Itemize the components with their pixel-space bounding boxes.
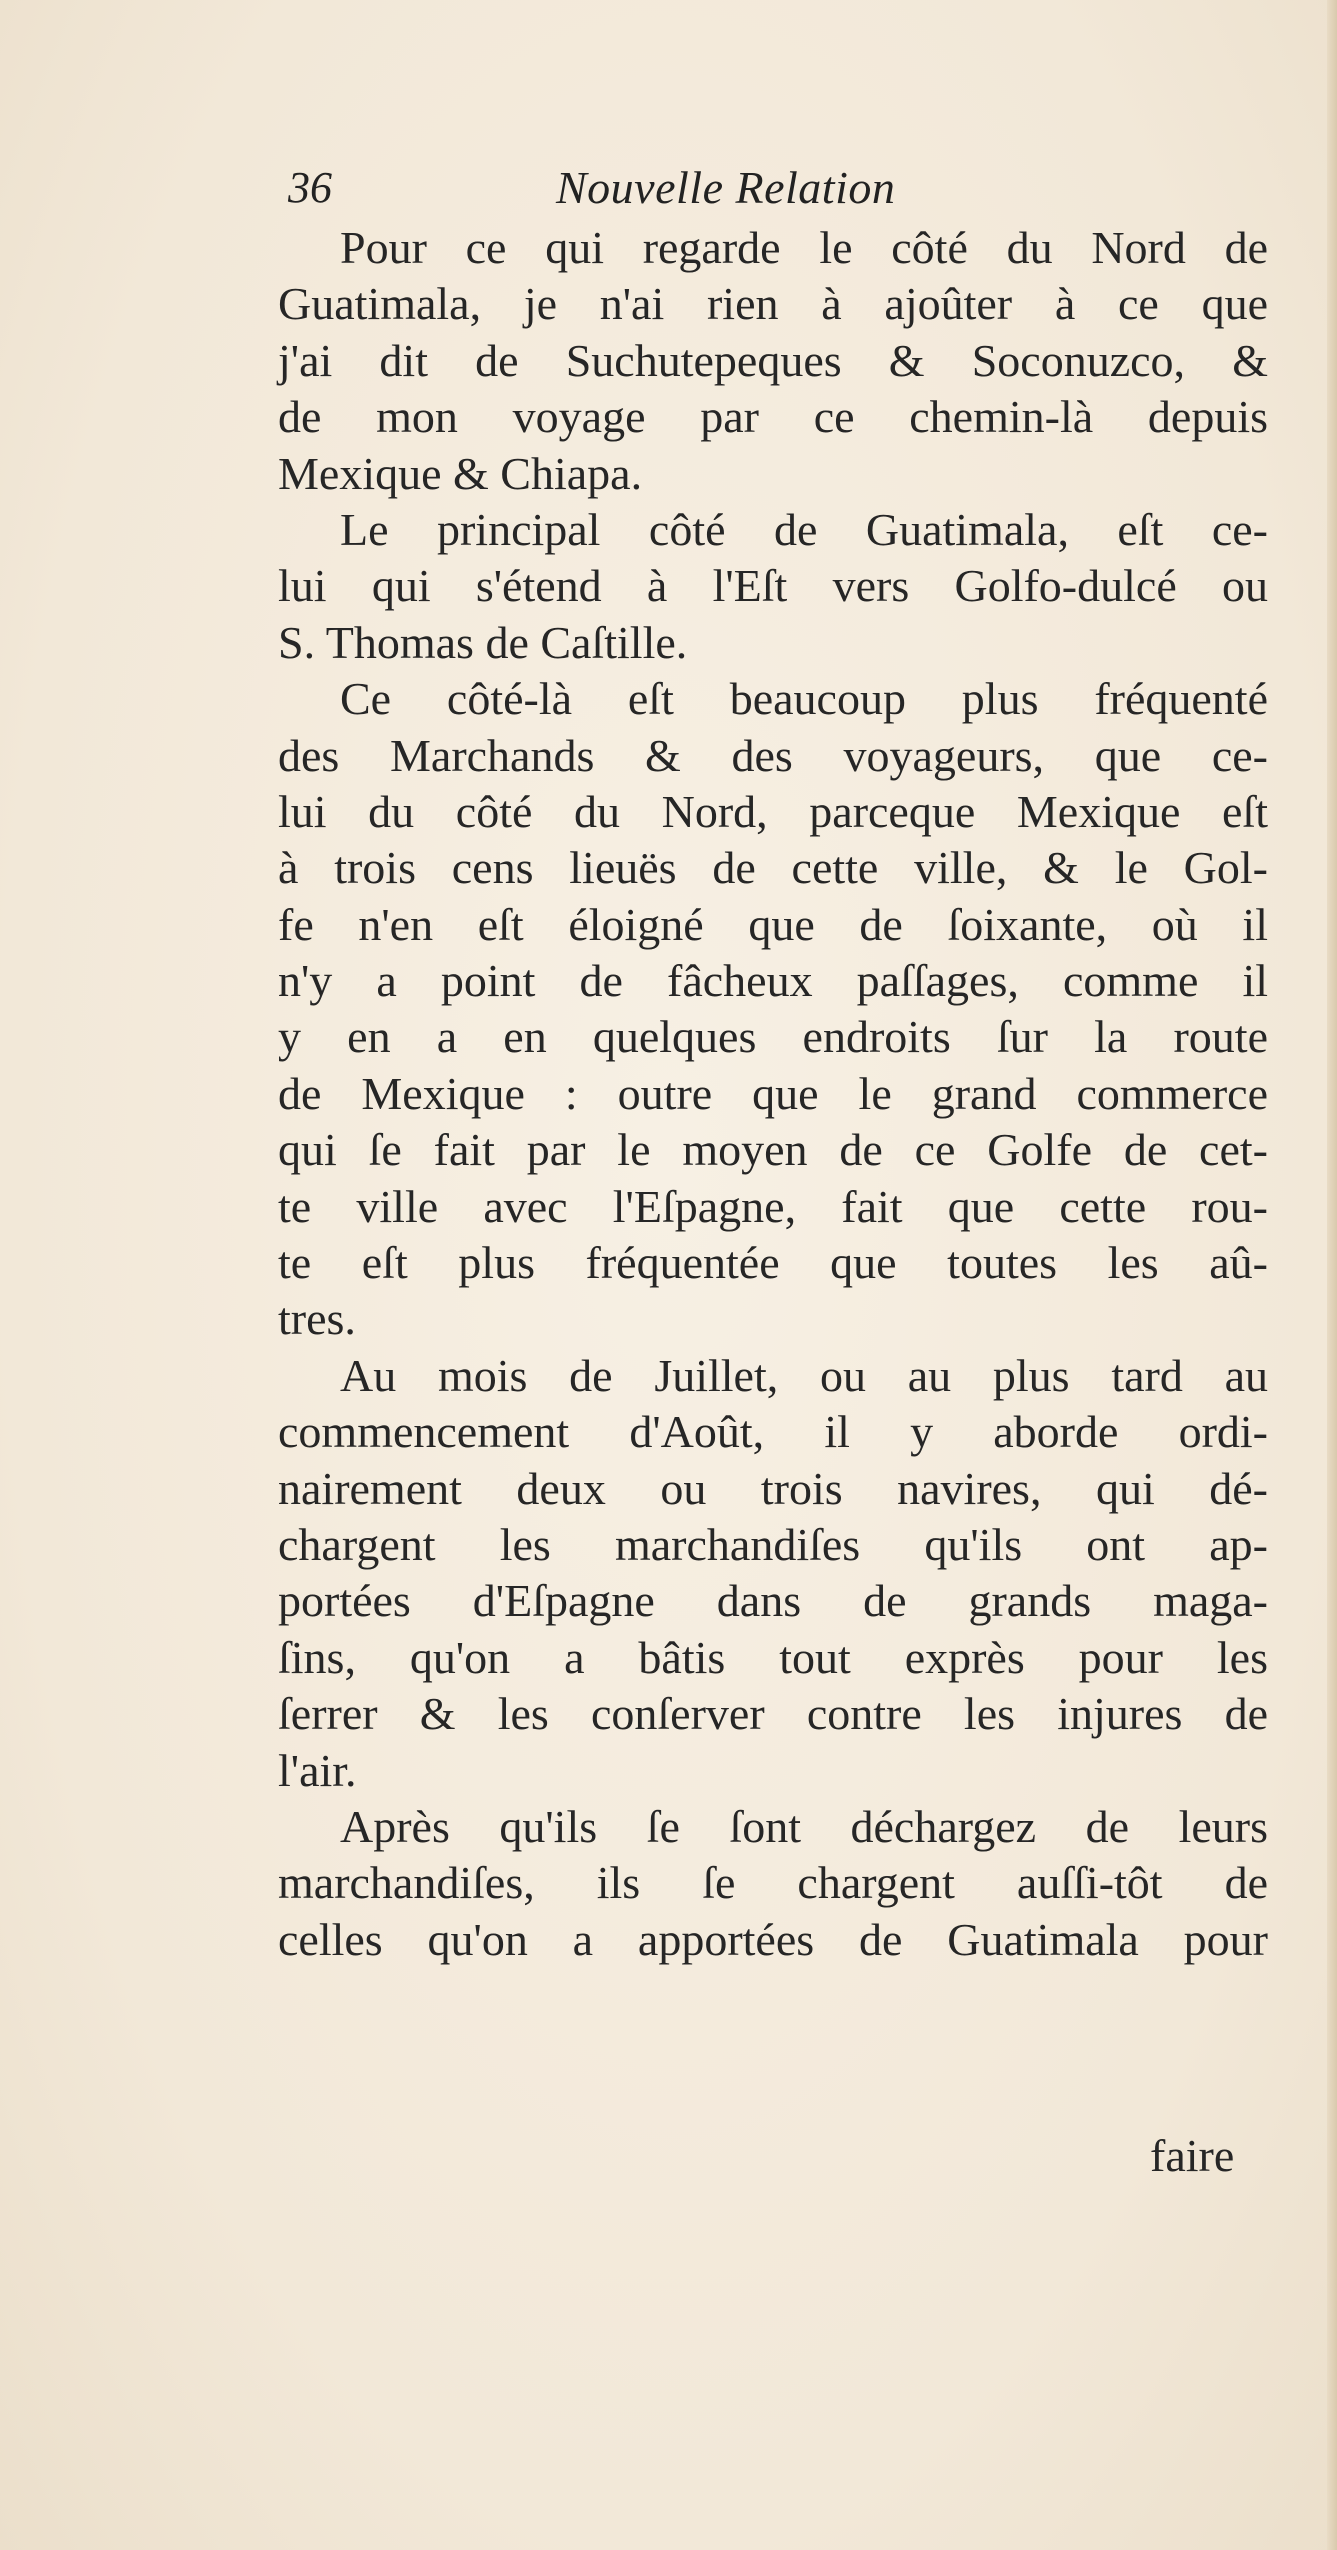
text-line: Le principal côté de Guatimala, eſt ce- [340, 503, 1268, 555]
text-line: Guatimala, je n'ai rien à ajoûter à ce que [278, 278, 1268, 330]
page-edge [1327, 0, 1337, 2550]
page-header [288, 158, 1048, 218]
text-line: Après qu'ils ſe ſont déchargez de leurs [340, 1800, 1268, 1852]
text-line: Pour ce qui regarde le côté du Nord de [340, 222, 1268, 273]
text-line: n'y a point de fâcheux paſſages, comme il [278, 955, 1268, 1007]
text-line: ſerrer & les conſerver contre les injures de [278, 1688, 1268, 1740]
text-line: fe n'en eſt éloigné que de ſoixante, où il [278, 898, 1268, 950]
text-line: Au mois de Juillet, ou au plus tard au [340, 1349, 1268, 1401]
text-line: j'ai dit de Suchutepeques & Soconuzco, & [278, 334, 1268, 386]
text-line: lui qui s'étend à l'Eſt vers Golfo-dulcé ou [278, 560, 1268, 612]
text-line: portées d'Eſpagne dans de grands maga- [278, 1575, 1268, 1627]
text-line: Mexique & Chiapa. [278, 447, 643, 499]
text-line: celles qu'on a apportées de Guatimala pour [278, 1913, 1268, 1965]
text-line: S. Thomas de Caſtille. [278, 616, 688, 668]
text-line: tres. [278, 1293, 356, 1345]
text-line: des Marchands & des voyageurs, que ce- [278, 729, 1268, 781]
catchword: faire [1150, 2130, 1235, 2181]
page-number: 36 [288, 163, 332, 212]
text-line: de Mexique : outre que le grand commerce [278, 1067, 1268, 1119]
running-title: Nouvelle Relation [556, 162, 896, 213]
text-line: nairement deux ou trois navires, qui dé- [278, 1462, 1268, 1514]
text-line: à trois cens lieuës de cette ville, & le Gol- [278, 842, 1268, 894]
body-text [278, 220, 1268, 1968]
text-line: l'air. [278, 1744, 357, 1796]
text-line: y en a en quelques endroits ſur la route [278, 1011, 1268, 1063]
text-line: te ville avec l'Eſpagne, fait que cette rou- [278, 1180, 1268, 1232]
text-line: Ce côté-là eſt beaucoup plus fréquenté [340, 673, 1268, 725]
text-line: qui ſe fait par le moyen de ce Golfe de cet- [278, 1124, 1268, 1176]
text-line: commencement d'Août, il y aborde ordi- [278, 1406, 1268, 1458]
text-line: lui du côté du Nord, parceque Mexique eſt [278, 785, 1268, 837]
text-line: marchandiſes, ils ſe chargent auſſi-tôt de [278, 1857, 1268, 1909]
text-line: te eſt plus fréquentée que toutes les aû- [278, 1237, 1268, 1289]
text-line: de mon voyage par ce chemin-là depuis [278, 391, 1268, 443]
text-line: chargent les marchandiſes qu'ils ont ap- [278, 1518, 1268, 1570]
text-line: ſins, qu'on a bâtis tout exprès pour les [278, 1631, 1268, 1683]
